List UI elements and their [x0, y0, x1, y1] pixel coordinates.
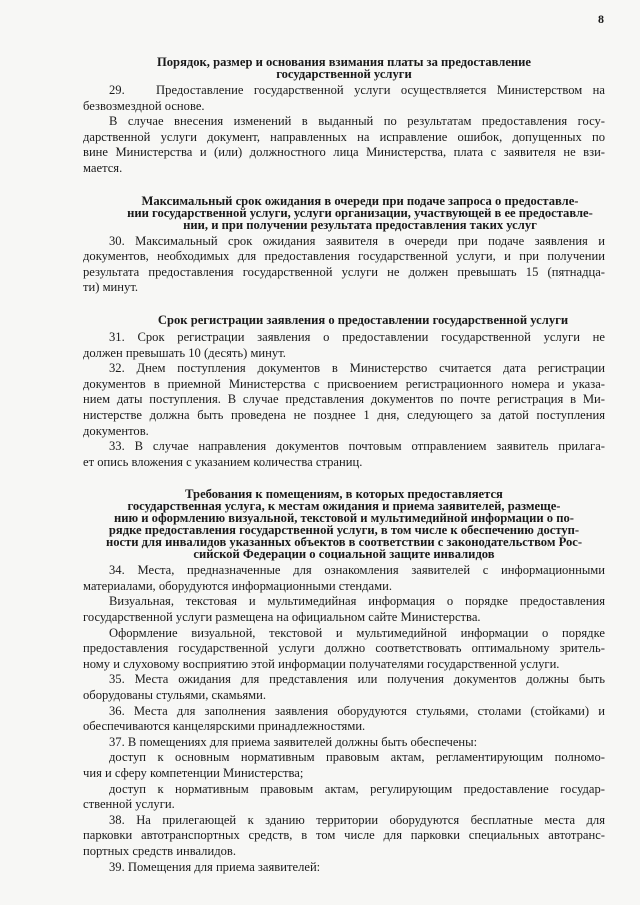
text-line: ности для инвалидов указанных объектов в соответствии с законодательством Рос-	[105, 535, 583, 550]
paragraph-32	[83, 361, 605, 439]
paragraph-30	[83, 234, 605, 296]
heading-premises-requirements	[83, 488, 605, 560]
text-line: 34. Места, предназначенные для ознакомления заявителей с информационными	[109, 563, 605, 578]
page-number: 8	[598, 12, 604, 26]
paragraph-29	[83, 83, 605, 114]
text-line: государственной услуги размещена на официальном сайте Министерства.	[83, 610, 481, 625]
paragraph-34	[83, 563, 605, 594]
paragraph-34-info-design	[83, 626, 605, 673]
text-line: документов.	[83, 423, 149, 438]
paragraph-29-fee-changes	[83, 114, 605, 176]
text-line: Визуальная, текстовая и мультимедийная информация о порядке предоставления	[109, 594, 605, 609]
text-line: 29. Предоставление государственной услуги осуществляется Министерством на	[109, 83, 605, 97]
text-line: вине Министерства и (или) должностного лица Министерства, плата с заявителя не взи-	[83, 145, 605, 160]
text-line: рядке предоставления государственной услуги, в том числе к обеспечению доступ-	[108, 523, 580, 538]
paragraph-37	[83, 735, 605, 751]
text-line: мается.	[83, 160, 123, 175]
paragraph-33	[83, 439, 605, 470]
text-line: нию и оформлению визуальной, текстовой и мультимедийной информации о по-	[113, 511, 574, 526]
text-line: ти) минут.	[83, 280, 139, 295]
text-line: чия и сферу компетенции Министерства;	[83, 766, 304, 780]
text-line: Срок регистрации заявления о предоставлении государственной услуги	[157, 312, 569, 327]
text-line: дарственной услуги документ, направленных на исправление ошибок, допущенных по	[83, 129, 605, 144]
text-line: нистерстве должна быть проведена не позднее 1 дня, следующего за датой поступления	[83, 407, 605, 422]
text-line: ет опись вложения с указанием количества страниц.	[83, 454, 363, 469]
text-line: предоставления государственной услуги должно соответствовать оптимальному зритель-	[83, 641, 605, 656]
heading-fee	[143, 56, 545, 80]
text-line: 39. Помещения для приема заявителей:	[109, 859, 321, 874]
text-line: 33. В случае направления документов почтовым отправлением заявитель прилага-	[109, 439, 605, 454]
text-line: 36. Места для заполнения заявления оборудуются стульями, столами (стойками) и	[109, 703, 605, 718]
heading-registration-period	[141, 314, 585, 326]
text-line: портных средств инвалидов.	[83, 843, 237, 858]
text-line: парковки автотранспортных средств, в том числе для парковки специальных автотранс-	[83, 828, 605, 843]
text-line: 30. Максимальный срок ожидания заявителя в очереди при подаче заявления и	[109, 233, 605, 248]
text-line: 31. Срок регистрации заявления о предоставлении государственной услуги не	[109, 329, 605, 344]
paragraph-37-legal-acts-access	[83, 750, 605, 781]
text-line: ному и слуховому восприятию этой информации получателями государственной услуги.	[83, 656, 560, 671]
paragraph-35	[83, 672, 605, 703]
text-line: Порядок, размер и основания взимания платы за предоставление	[156, 55, 532, 69]
paragraph-37-regulation-access	[83, 782, 605, 813]
text-line: Оформление визуальной, текстовой и мультимедийной информации о порядке	[109, 625, 605, 640]
text-line: доступ к нормативным правовым актам, регулирующим предоставление государ-	[109, 781, 605, 796]
paragraph-34-website-info	[83, 594, 605, 625]
text-line: материалами, оборудуются информационными стендами.	[83, 578, 392, 593]
paragraph-39	[83, 860, 605, 876]
document-body	[83, 56, 605, 875]
text-line: результата предоставления государственной услуги не должен превышать 15 (пятнадца-	[83, 264, 605, 279]
text-line: 37. В помещениях для приема заявителей должны быть обеспечены:	[109, 734, 478, 749]
paragraph-31	[83, 330, 605, 361]
heading-waiting-time	[121, 195, 599, 231]
text-line: документов, необходимых для предоставления государственной услуги, и при получении	[83, 249, 605, 264]
text-line: Требования к помещениям, в которых предоставляется	[185, 487, 503, 502]
paragraph-36	[83, 704, 605, 735]
text-line: 35. Места ожидания для представления или получения документов должны быть	[109, 672, 605, 687]
text-line: доступ к основным нормативным правовым актам, регламентирующим полномо-	[109, 750, 605, 765]
text-line: нии, и при получении результата предоставления таких услуг	[183, 217, 537, 232]
text-line: В случае внесения изменений в выданный по результатам предоставления госу-	[109, 114, 605, 129]
text-line: нии государственной услуги, услуги организации, участвующей в ее предоставле-	[127, 205, 593, 220]
text-line: 32. Днем поступления документов в Министерство считается дата регистрации	[109, 361, 605, 376]
paragraph-38	[83, 813, 605, 860]
text-line: 38. На прилегающей к зданию территории оборудуются бесплатные места для	[109, 812, 605, 827]
text-line: ственной услуги.	[83, 797, 175, 812]
text-line: Максимальный срок ожидания в очереди при подаче запроса о предоставле-	[141, 193, 579, 208]
text-line: обеспечиваются канцелярскими принадлежностями.	[83, 719, 366, 734]
text-line: должен превышать 10 (десять) минут.	[83, 345, 286, 360]
text-line: сийской Федерации о социальной защите инвалидов	[193, 547, 495, 562]
text-line: оборудованы стульями, скамьями.	[83, 688, 267, 703]
text-line: государственной услуги	[276, 67, 412, 81]
text-line: государственная услуга, к местам ожидания и приема заявителей, размеще-	[127, 499, 561, 514]
text-line: безвозмездной основе.	[83, 98, 205, 113]
text-line: нием даты поступления. В случае представления документов по почте регистрация в Ми-	[83, 392, 605, 407]
text-line: документов в приемной Министерства с присвоением регистрационного номера и указа-	[83, 376, 605, 391]
